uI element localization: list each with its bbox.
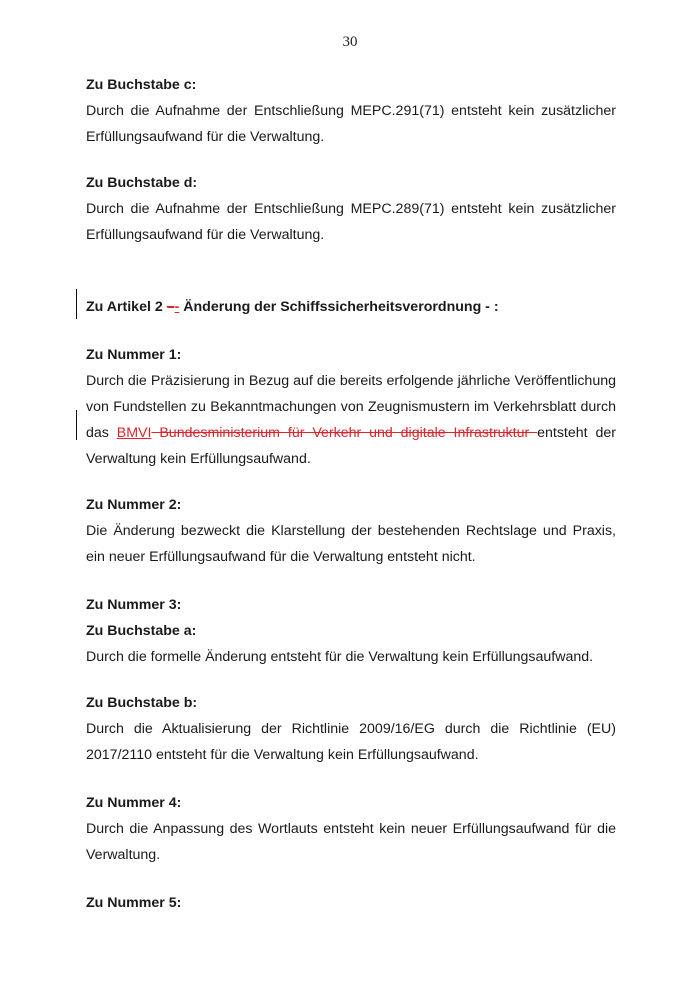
heading-nummer-2: Zu Nummer 2: xyxy=(86,497,182,513)
document-body xyxy=(86,72,616,916)
text-buchstabe-d: Durch die Aufnahme der Entschließung MEPC.289(71) entsteht kein zusätzlicher Erfüllungsaufwand für die Verwaltung. xyxy=(86,201,616,243)
text-nummer-3-buchstabe-b: Durch die Aktualisierung der Richtlinie 2009/16/EG durch die Richtlinie (EU) 2017/2110 entsteht für die Verwaltung kein Erfüllungsaufwand. xyxy=(86,721,616,763)
nummer1-text-before: Durch die Präzisierung in Bezug auf die bereits erfolgende jährliche Veröffentlichung von Fundstellen zu Bekanntmachungen von Zeugnismustern im Verkehrsblatt durch das xyxy=(86,373,616,441)
heading-nummer-5: Zu Nummer 5: xyxy=(86,895,182,911)
inserted-bmvi: BMVI xyxy=(116,425,152,441)
heading-buchstabe-c: Zu Buchstabe c: xyxy=(86,77,197,93)
artikel2-title: Änderung der Schiffssicherheitsverordnung - : xyxy=(179,299,499,315)
heading-nummer-3: Zu Nummer 3: xyxy=(86,597,182,613)
heading-nummer-3-buchstabe-b: Zu Buchstabe b: xyxy=(86,695,198,711)
heading-nummer-3-buchstabe-a: Zu Buchstabe a: xyxy=(86,623,197,639)
heading-artikel-2 xyxy=(86,294,616,320)
text-nummer-3-buchstabe-a: Durch die formelle Änderung entsteht für die Verwaltung kein Erfüllungsaufwand. xyxy=(86,649,594,665)
deleted-dash: – xyxy=(166,299,175,315)
inserted-dash: - xyxy=(174,299,180,315)
change-bar-nummer1 xyxy=(76,410,77,440)
nummer1-text-after: entsteht der Verwaltung kein Erfüllungsaufwand. xyxy=(86,425,616,467)
text-nummer-1 xyxy=(86,368,616,472)
change-bar-artikel2 xyxy=(76,289,77,319)
text-nummer-2: Die Änderung bezweckt die Klarstellung der bestehenden Rechtslage und Praxis, ein neuer Erfüllungsaufwand für die Verwaltung entsteht nicht. xyxy=(86,523,616,565)
artikel2-prefix: Zu Artikel 2 xyxy=(86,299,167,315)
page-number: 30 xyxy=(342,34,358,50)
heading-buchstabe-d: Zu Buchstabe d: xyxy=(86,175,198,191)
heading-nummer-4: Zu Nummer 4: xyxy=(86,795,182,811)
heading-nummer-1: Zu Nummer 1: xyxy=(86,347,182,363)
text-nummer-4: Durch die Anpassung des Wortlauts entsteht kein neuer Erfüllungsaufwand für die Verwaltung. xyxy=(86,821,616,863)
deleted-ministry-name: Bundesministerium für Verkehr und digitale Infrastruktur xyxy=(151,425,538,441)
text-buchstabe-c: Durch die Aufnahme der Entschließung MEPC.291(71) entsteht kein zusätzlicher Erfüllungsaufwand für die Verwaltung. xyxy=(86,103,616,145)
